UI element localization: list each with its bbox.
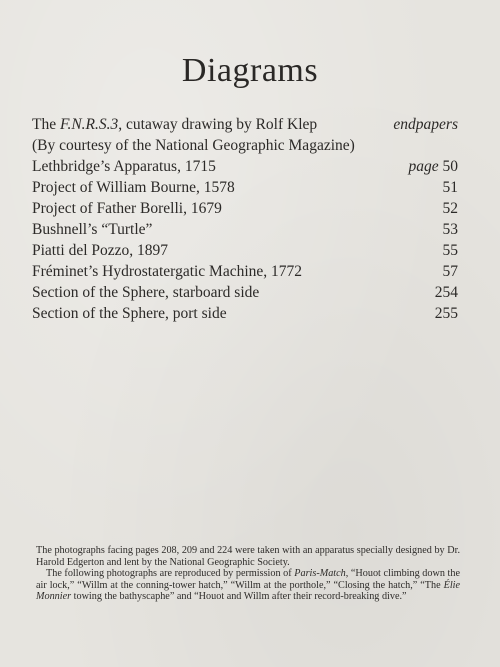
entry-label: Project of William Bourne, 1578 — [32, 179, 235, 196]
list-item — [32, 114, 458, 135]
list-item — [32, 303, 458, 324]
list-item — [32, 282, 458, 303]
entry-page: 52 — [442, 200, 458, 217]
entry-page: 255 — [434, 305, 458, 322]
page-title: Diagrams — [181, 52, 319, 89]
list-item — [32, 177, 458, 198]
entry-page: 55 — [442, 242, 458, 259]
diagram-list — [32, 114, 458, 324]
entry-label: Project of Father Borelli, 1679 — [32, 200, 222, 217]
list-item — [32, 261, 458, 282]
list-item — [32, 219, 458, 240]
list-item — [32, 156, 458, 177]
entry-label: Piatti del Pozzo, 1897 — [32, 242, 169, 259]
entry-label: Fréminet’s Hydrostatergatic Machine, 1772 — [32, 263, 303, 280]
list-item — [32, 198, 458, 219]
photo-credits-note — [36, 545, 460, 603]
entry-page: 53 — [442, 221, 458, 238]
entry-label: Section of the Sphere, starboard side — [32, 284, 260, 301]
list-item — [32, 135, 458, 156]
entry-page: 254 — [434, 284, 458, 301]
entry-page: 51 — [442, 179, 458, 196]
credits-paragraph: The photographs facing pages 208, 209 and 224 were taken with an apparatus specially designed by Dr. Harold Edgerton and lent by the National Geographic Society. — [36, 545, 460, 568]
entry-label: Bushnell’s “Turtle” — [32, 221, 153, 238]
credits-paragraph: The following photographs are reproduced by permission of Paris-Match, “Houot climbing down the air lock,” “Willm at the conning-tower hatch,” “Willm at the porthole,” “Closing the hatch,” “The Élie Monnier towing the bathyscaphe” and “Houot and Willm after their record-breaking dive.” — [36, 568, 460, 603]
entry-page: 57 — [442, 263, 458, 280]
entry-page: page 50 — [408, 158, 458, 175]
list-item — [32, 240, 458, 261]
entry-page: endpapers — [393, 116, 458, 133]
entry-label: The F.N.R.S.3, cutaway drawing by Rolf Klep — [32, 116, 318, 133]
entry-label: Section of the Sphere, port side — [32, 305, 227, 322]
entry-label: (By courtesy of the National Geographic Magazine) — [32, 137, 355, 154]
entry-label: Lethbridge’s Apparatus, 1715 — [32, 158, 216, 175]
